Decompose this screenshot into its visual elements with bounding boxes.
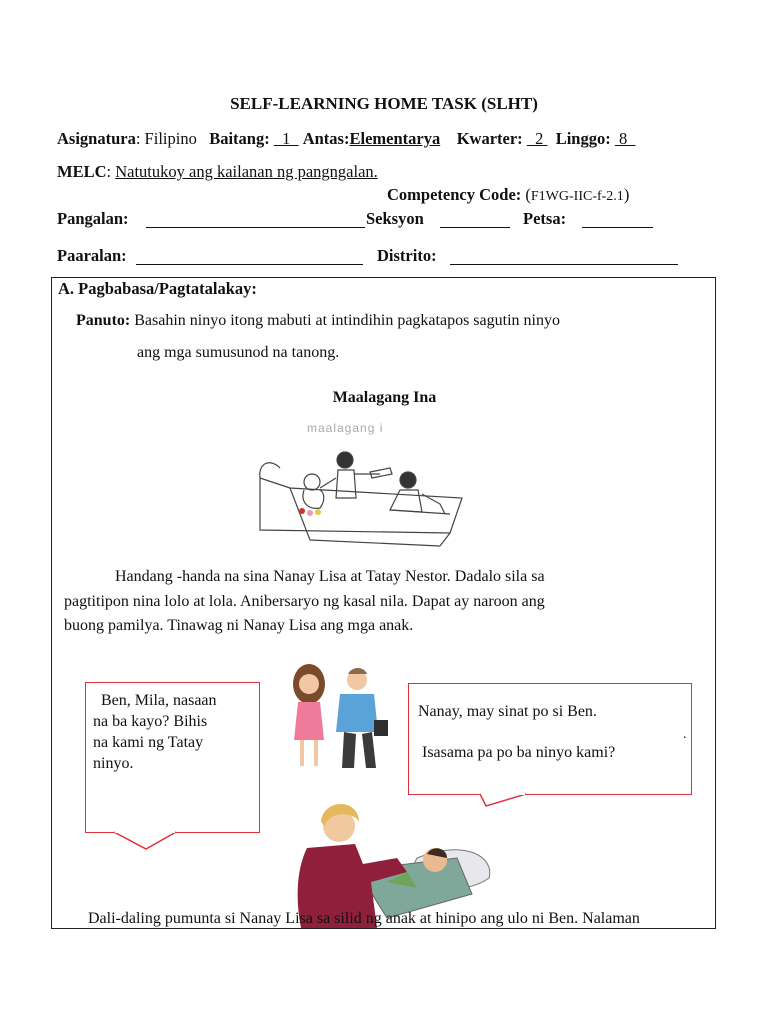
panuto-line-1 — [76, 312, 560, 330]
panuto-text-1: Basahin ninyo itong mabuti at intindihin pagkatapos sagutin ninyo — [134, 312, 560, 329]
melc-value: Natutukoy ang kailanan ng pangngalan. — [115, 162, 378, 181]
paragraph-line-1: Handang -handa na sina Nanay Lisa at Tatay Nestor. Dadalo sila sa — [115, 568, 545, 585]
image-caption: maalagang i — [307, 421, 384, 435]
pangalan-label: Pangalan: — [57, 209, 129, 228]
melc-row: MELC: Natutukoy ang kailanan ng pangngalan. — [57, 162, 378, 181]
asignatura-label: Asignatura — [57, 129, 136, 148]
parents-illustration — [274, 660, 404, 772]
family-table-illustration — [250, 438, 470, 550]
petsa-label: Petsa: — [523, 209, 567, 228]
competency-label: Competency Code: — [387, 185, 522, 204]
page-title: SELF-LEARNING HOME TASK (SLHT) — [230, 94, 538, 113]
bubble-right-line-1: Nanay, may sinat po si Ben. — [418, 703, 597, 720]
speech-bubble-right — [408, 683, 692, 795]
lesson-box — [51, 277, 716, 929]
antas-value: Elementarya — [349, 129, 441, 148]
subject-row — [57, 129, 635, 149]
linggo-value: 8 — [618, 129, 628, 148]
bubble-left-tail — [114, 831, 178, 851]
bubble-left-line-2: na ba kayo? Bihis — [93, 713, 208, 730]
speech-bubble-left — [85, 682, 260, 833]
panuto-text-2: ang mga sumusunod na tanong. — [137, 344, 340, 361]
seksyon-label: Seksyon — [366, 209, 424, 228]
petsa-field[interactable] — [582, 211, 653, 228]
antas-label: Antas: — [302, 129, 350, 148]
competency-row: Competency Code: (F1WG-IIC-f-2.1) — [387, 185, 630, 204]
paragraph-line-2: pagtitipon nina lolo at lola. Anibersaryo ng kasal nila. Dapat ay naroon ang — [64, 593, 545, 610]
competency-value: F1WG-IIC-f-2.1 — [530, 189, 624, 204]
bubble-left-line-1: Ben, Mila, nasaan — [101, 692, 217, 709]
section-heading: A. Pagbabasa/Pagtatalakay: — [58, 279, 257, 298]
paaralan-label: Paaralan: — [57, 246, 127, 265]
panuto-label: Panuto: — [76, 312, 131, 329]
baitang-value: 1 — [282, 129, 291, 148]
bubble-right-dot: . — [683, 727, 687, 742]
baitang-label: Baitang: — [209, 129, 270, 148]
bubble-left-line-4: ninyo. — [93, 755, 134, 772]
paaralan-field[interactable] — [136, 248, 363, 265]
paragraph-line-3: buong pamilya. Tinawag ni Nanay Lisa ang mga anak. — [64, 617, 414, 634]
kwarter-label: Kwarter: — [456, 129, 523, 148]
distrito-field[interactable] — [450, 248, 678, 265]
linggo-label: Linggo: — [555, 129, 611, 148]
last-line: Dali-daling pumunta si Nanay Lisa sa silid ng anak at hinipo ang ulo ni Ben. Nalaman — [88, 910, 640, 927]
asignatura-value: : Filipino — [135, 129, 197, 148]
story-title: Maalagang Ina — [332, 389, 437, 406]
bubble-left-line-3: na kami ng Tatay — [93, 734, 204, 751]
kwarter-value: 2 — [535, 129, 544, 148]
melc-label: MELC — [57, 162, 107, 181]
distrito-label: Distrito: — [377, 246, 437, 265]
pangalan-field[interactable] — [146, 211, 365, 228]
bubble-right-line-2: Isasama pa po ba ninyo kami? — [422, 744, 616, 761]
seksyon-field[interactable] — [440, 211, 510, 228]
